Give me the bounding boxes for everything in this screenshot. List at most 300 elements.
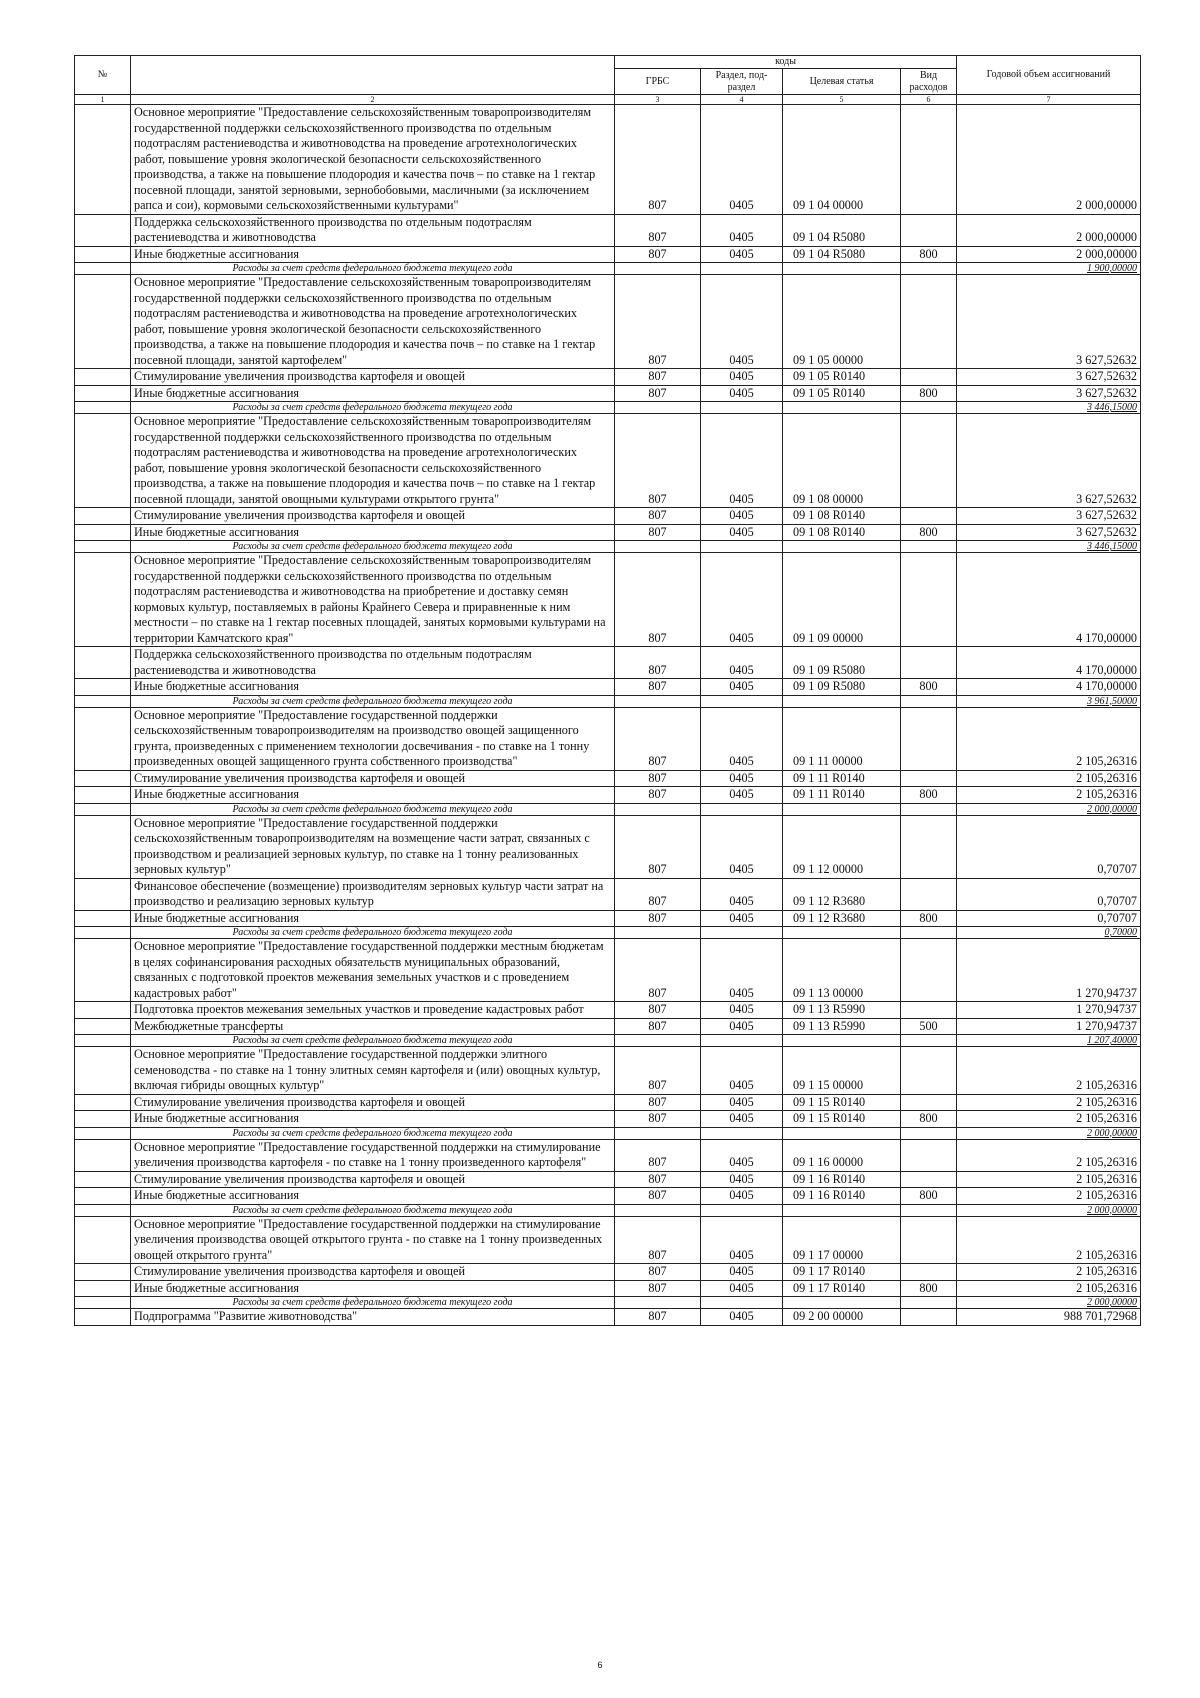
cell-grbs: 807 xyxy=(615,647,701,679)
cell-razdel xyxy=(701,1127,783,1139)
cell-razdel: 0405 xyxy=(701,414,783,508)
cell-vid xyxy=(901,414,957,508)
budget-table xyxy=(74,55,1141,1326)
cell-name: Основное мероприятие "Предоставление государственной поддержки сельскохозяйственным товаропроизводителям на производство овощей защищенного грунта, произведенных с применением технологии досвечивания - по ставке на 1 тонну произведенных овощей защищенного грунта собственного производства" xyxy=(131,707,615,770)
cell-name: Межбюджетные трансферты xyxy=(131,1018,615,1035)
cell-name: Стимулирование увеличения производства картофеля и овощей xyxy=(131,369,615,386)
cell-razdel: 0405 xyxy=(701,275,783,369)
cell-grbs xyxy=(615,1035,701,1047)
cell-grbs xyxy=(615,263,701,275)
cell-sum: 3 627,52632 xyxy=(957,524,1141,541)
cell-grbs xyxy=(615,1127,701,1139)
cell-razdel xyxy=(701,1204,783,1216)
cell-name: Стимулирование увеличения производства картофеля и овощей xyxy=(131,770,615,787)
cell-celevaya xyxy=(783,695,901,707)
main-activity-row xyxy=(75,939,1141,1002)
cell-grbs xyxy=(615,927,701,939)
cell-celevaya: 09 1 12 00000 xyxy=(783,815,901,878)
federal-funding-row xyxy=(75,695,1141,707)
cell-sum: 2 105,26316 xyxy=(957,1264,1141,1281)
cell-celevaya: 09 1 05 00000 xyxy=(783,275,901,369)
cell-name: Иные бюджетные ассигнования xyxy=(131,524,615,541)
table-row xyxy=(75,246,1141,263)
cell-razdel: 0405 xyxy=(701,1002,783,1019)
federal-funding-row xyxy=(75,803,1141,815)
cell-celevaya: 09 1 11 00000 xyxy=(783,707,901,770)
cell-razdel: 0405 xyxy=(701,553,783,647)
cell-vid xyxy=(901,553,957,647)
table-row xyxy=(75,1309,1141,1326)
cell-grbs: 807 xyxy=(615,939,701,1002)
table-row xyxy=(75,878,1141,910)
cell-sum: 2 000,00000 xyxy=(957,246,1141,263)
cell-vid xyxy=(901,695,957,707)
cell-sum: 2 105,26316 xyxy=(957,1047,1141,1095)
cell-grbs: 807 xyxy=(615,1047,701,1095)
cell-name: Иные бюджетные ассигнования xyxy=(131,385,615,402)
cell-name: Иные бюджетные ассигнования xyxy=(131,1280,615,1297)
cell-grbs: 807 xyxy=(615,385,701,402)
cell-num xyxy=(75,1216,131,1264)
cell-razdel: 0405 xyxy=(701,1280,783,1297)
cell-num xyxy=(75,402,131,414)
table-row xyxy=(75,787,1141,804)
cell-vid xyxy=(901,1171,957,1188)
cell-razdel: 0405 xyxy=(701,508,783,525)
cell-num xyxy=(75,275,131,369)
cell-num xyxy=(75,878,131,910)
cell-name: Расходы за счет средств федерального бюджета текущего года xyxy=(131,1035,615,1047)
cell-vid xyxy=(901,939,957,1002)
cell-sum: 3 446,15000 xyxy=(957,402,1141,414)
cell-celevaya: 09 1 05 R0140 xyxy=(783,385,901,402)
cell-num xyxy=(75,1264,131,1281)
page-number: 6 xyxy=(597,1660,603,1670)
cell-razdel xyxy=(701,541,783,553)
column-number: 4 xyxy=(701,95,783,105)
cell-sum: 3 627,52632 xyxy=(957,385,1141,402)
cell-sum: 1 270,94737 xyxy=(957,1018,1141,1035)
cell-celevaya: 09 1 09 00000 xyxy=(783,553,901,647)
cell-num xyxy=(75,815,131,878)
cell-sum: 2 105,26316 xyxy=(957,1171,1141,1188)
cell-celevaya: 09 1 16 R0140 xyxy=(783,1188,901,1205)
cell-celevaya: 09 2 00 00000 xyxy=(783,1309,901,1326)
header-razdel: Раздел, под- раздел xyxy=(701,69,783,95)
cell-num xyxy=(75,508,131,525)
cell-sum: 3 627,52632 xyxy=(957,508,1141,525)
table-row xyxy=(75,369,1141,386)
cell-sum: 988 701,72968 xyxy=(957,1309,1141,1326)
cell-celevaya xyxy=(783,927,901,939)
cell-sum: 3 446,15000 xyxy=(957,541,1141,553)
cell-grbs: 807 xyxy=(615,1139,701,1171)
cell-sum: 2 000,00000 xyxy=(957,1297,1141,1309)
table-row xyxy=(75,647,1141,679)
cell-vid: 800 xyxy=(901,246,957,263)
cell-sum: 0,70707 xyxy=(957,815,1141,878)
cell-vid xyxy=(901,1297,957,1309)
cell-celevaya: 09 1 11 R0140 xyxy=(783,770,901,787)
cell-num xyxy=(75,1047,131,1095)
cell-celevaya: 09 1 16 00000 xyxy=(783,1139,901,1171)
cell-sum: 2 000,00000 xyxy=(957,214,1141,246)
cell-razdel: 0405 xyxy=(701,524,783,541)
cell-name: Основное мероприятие "Предоставление государственной поддержки сельскохозяйственным товаропроизводителям на возмещение части затрат, связанных с производством и реализацией зерновых культур, по ставке на 1 тонну реализованных зерновых культур" xyxy=(131,815,615,878)
header-sum: Годовой объем ассигнований xyxy=(957,56,1141,95)
cell-razdel xyxy=(701,927,783,939)
cell-sum: 1 270,94737 xyxy=(957,939,1141,1002)
cell-num xyxy=(75,1188,131,1205)
cell-grbs: 807 xyxy=(615,1018,701,1035)
cell-vid xyxy=(901,1139,957,1171)
cell-name: Расходы за счет средств федерального бюджета текущего года xyxy=(131,541,615,553)
cell-sum: 2 105,26316 xyxy=(957,770,1141,787)
cell-celevaya: 09 1 12 R3680 xyxy=(783,910,901,927)
cell-vid xyxy=(901,1002,957,1019)
cell-sum: 4 170,00000 xyxy=(957,647,1141,679)
cell-razdel xyxy=(701,402,783,414)
cell-razdel: 0405 xyxy=(701,679,783,696)
cell-celevaya: 09 1 08 R0140 xyxy=(783,524,901,541)
cell-num xyxy=(75,414,131,508)
cell-grbs: 807 xyxy=(615,787,701,804)
cell-sum: 4 170,00000 xyxy=(957,553,1141,647)
main-activity-row xyxy=(75,105,1141,215)
federal-funding-row xyxy=(75,1035,1141,1047)
header-grbs: ГРБС xyxy=(615,69,701,95)
cell-grbs xyxy=(615,1204,701,1216)
cell-num xyxy=(75,1094,131,1111)
cell-razdel: 0405 xyxy=(701,1094,783,1111)
cell-name: Иные бюджетные ассигнования xyxy=(131,1111,615,1128)
cell-sum: 3 627,52632 xyxy=(957,414,1141,508)
cell-vid xyxy=(901,1094,957,1111)
cell-num xyxy=(75,1309,131,1326)
cell-vid xyxy=(901,1264,957,1281)
table-row xyxy=(75,1002,1141,1019)
cell-vid xyxy=(901,815,957,878)
cell-num xyxy=(75,1171,131,1188)
column-number: 5 xyxy=(783,95,901,105)
cell-num xyxy=(75,1002,131,1019)
cell-razdel: 0405 xyxy=(701,647,783,679)
cell-grbs xyxy=(615,541,701,553)
cell-num xyxy=(75,1204,131,1216)
cell-name: Расходы за счет средств федерального бюджета текущего года xyxy=(131,1127,615,1139)
cell-celevaya: 09 1 15 R0140 xyxy=(783,1094,901,1111)
cell-vid xyxy=(901,1127,957,1139)
cell-vid xyxy=(901,275,957,369)
cell-sum: 2 000,00000 xyxy=(957,1204,1141,1216)
main-activity-row xyxy=(75,414,1141,508)
cell-name: Расходы за счет средств федерального бюджета текущего года xyxy=(131,803,615,815)
federal-funding-row xyxy=(75,927,1141,939)
cell-vid xyxy=(901,105,957,215)
cell-name: Расходы за счет средств федерального бюджета текущего года xyxy=(131,1297,615,1309)
cell-vid xyxy=(901,214,957,246)
cell-num xyxy=(75,787,131,804)
cell-name: Иные бюджетные ассигнования xyxy=(131,1188,615,1205)
cell-num xyxy=(75,1127,131,1139)
cell-vid: 800 xyxy=(901,1280,957,1297)
cell-celevaya: 09 1 05 R0140 xyxy=(783,369,901,386)
cell-name: Расходы за счет средств федерального бюджета текущего года xyxy=(131,263,615,275)
federal-funding-row xyxy=(75,263,1141,275)
cell-grbs: 807 xyxy=(615,105,701,215)
cell-grbs: 807 xyxy=(615,679,701,696)
cell-vid: 800 xyxy=(901,385,957,402)
cell-grbs: 807 xyxy=(615,1188,701,1205)
cell-grbs: 807 xyxy=(615,1264,701,1281)
cell-celevaya: 09 1 16 R0140 xyxy=(783,1171,901,1188)
cell-sum: 2 105,26316 xyxy=(957,1280,1141,1297)
header-codes: коды xyxy=(615,56,957,69)
cell-name: Основное мероприятие "Предоставление сельскохозяйственным товаропроизводителям государственной поддержки сельскохозяйственного производства по отдельным подотраслям растениеводства и животноводства на приобретение и доставку семян кормовых культур, поставляемых в районы Крайнего Севера и приравненные к ним местности – по ставке на 1 гектар посевных площадей, занятых кормовыми культурами на территории Камчатского края" xyxy=(131,553,615,647)
table-row xyxy=(75,770,1141,787)
cell-sum: 2 105,26316 xyxy=(957,1216,1141,1264)
column-number: 3 xyxy=(615,95,701,105)
cell-vid xyxy=(901,1035,957,1047)
cell-num xyxy=(75,927,131,939)
cell-grbs: 807 xyxy=(615,770,701,787)
cell-num xyxy=(75,679,131,696)
cell-num xyxy=(75,1111,131,1128)
cell-num xyxy=(75,803,131,815)
cell-grbs xyxy=(615,402,701,414)
cell-celevaya xyxy=(783,1204,901,1216)
cell-name: Стимулирование увеличения производства картофеля и овощей xyxy=(131,1264,615,1281)
cell-name: Основное мероприятие "Предоставление государственной поддержки на стимулирование увеличения производства овощей открытого грунта - по ставке на 1 тонну произведенных овощей открытого грунта" xyxy=(131,1216,615,1264)
cell-vid xyxy=(901,647,957,679)
cell-num xyxy=(75,1035,131,1047)
header-celevaya: Целевая статья xyxy=(783,69,901,95)
cell-razdel xyxy=(701,263,783,275)
cell-celevaya: 09 1 04 00000 xyxy=(783,105,901,215)
cell-name: Стимулирование увеличения производства картофеля и овощей xyxy=(131,1094,615,1111)
cell-num xyxy=(75,1018,131,1035)
cell-num xyxy=(75,1297,131,1309)
cell-razdel: 0405 xyxy=(701,1139,783,1171)
cell-name: Стимулирование увеличения производства картофеля и овощей xyxy=(131,1171,615,1188)
cell-razdel: 0405 xyxy=(701,707,783,770)
cell-razdel: 0405 xyxy=(701,815,783,878)
cell-grbs: 807 xyxy=(615,246,701,263)
cell-sum: 3 627,52632 xyxy=(957,369,1141,386)
cell-celevaya: 09 1 13 00000 xyxy=(783,939,901,1002)
cell-grbs: 807 xyxy=(615,1216,701,1264)
cell-sum: 0,70000 xyxy=(957,927,1141,939)
table-row xyxy=(75,1280,1141,1297)
cell-name: Основное мероприятие "Предоставление государственной поддержки элитного семеноводства - по ставке на 1 тонну элитных семян картофеля и (или) овощных культур, включая гибриды овощных культур" xyxy=(131,1047,615,1095)
cell-vid: 800 xyxy=(901,910,957,927)
cell-name: Иные бюджетные ассигнования xyxy=(131,246,615,263)
cell-razdel: 0405 xyxy=(701,787,783,804)
cell-sum: 2 000,00000 xyxy=(957,1127,1141,1139)
cell-grbs: 807 xyxy=(615,275,701,369)
federal-funding-row xyxy=(75,1127,1141,1139)
column-number: 6 xyxy=(901,95,957,105)
cell-sum: 2 000,00000 xyxy=(957,105,1141,215)
table-row xyxy=(75,524,1141,541)
cell-name: Расходы за счет средств федерального бюджета текущего года xyxy=(131,695,615,707)
cell-razdel: 0405 xyxy=(701,1216,783,1264)
cell-celevaya: 09 1 11 R0140 xyxy=(783,787,901,804)
cell-celevaya xyxy=(783,263,901,275)
cell-grbs: 807 xyxy=(615,369,701,386)
cell-vid xyxy=(901,927,957,939)
cell-grbs: 807 xyxy=(615,414,701,508)
cell-num xyxy=(75,1139,131,1171)
table-row xyxy=(75,214,1141,246)
cell-grbs xyxy=(615,1297,701,1309)
cell-vid xyxy=(901,1309,957,1326)
table-header xyxy=(75,56,1141,105)
table-row xyxy=(75,1188,1141,1205)
cell-name: Иные бюджетные ассигнования xyxy=(131,679,615,696)
cell-name: Основное мероприятие "Предоставление государственной поддержки местным бюджетам в целях софинансирования расходных обязательств муниципальных образований, связанных с подготовкой проектов межевания земельных участков и с проведением кадастровых работ" xyxy=(131,939,615,1002)
cell-num xyxy=(75,263,131,275)
cell-num xyxy=(75,246,131,263)
federal-funding-row xyxy=(75,541,1141,553)
cell-vid: 800 xyxy=(901,1188,957,1205)
cell-razdel xyxy=(701,1035,783,1047)
cell-grbs: 807 xyxy=(615,815,701,878)
cell-sum: 2 105,26316 xyxy=(957,1139,1141,1171)
main-activity-row xyxy=(75,275,1141,369)
cell-razdel: 0405 xyxy=(701,214,783,246)
cell-celevaya: 09 1 09 R5080 xyxy=(783,647,901,679)
cell-razdel: 0405 xyxy=(701,385,783,402)
cell-sum: 1 207,40000 xyxy=(957,1035,1141,1047)
cell-razdel: 0405 xyxy=(701,246,783,263)
cell-razdel: 0405 xyxy=(701,910,783,927)
cell-name: Расходы за счет средств федерального бюджета текущего года xyxy=(131,1204,615,1216)
cell-name: Поддержка сельскохозяйственного производства по отдельным подотраслям растениеводства и животноводства xyxy=(131,214,615,246)
cell-sum: 2 105,26316 xyxy=(957,1188,1141,1205)
cell-razdel xyxy=(701,1297,783,1309)
cell-grbs xyxy=(615,803,701,815)
cell-celevaya xyxy=(783,803,901,815)
main-activity-row xyxy=(75,1216,1141,1264)
cell-grbs xyxy=(615,695,701,707)
cell-num xyxy=(75,524,131,541)
cell-grbs: 807 xyxy=(615,1002,701,1019)
main-activity-row xyxy=(75,1139,1141,1171)
cell-sum: 2 105,26316 xyxy=(957,1094,1141,1111)
cell-num xyxy=(75,553,131,647)
cell-grbs: 807 xyxy=(615,910,701,927)
cell-name: Финансовое обеспечение (возмещение) производителям зерновых культур части затрат на производство и реализацию зерновых культур xyxy=(131,878,615,910)
column-number-row xyxy=(75,95,1141,105)
cell-razdel: 0405 xyxy=(701,1188,783,1205)
cell-vid xyxy=(901,707,957,770)
cell-name: Расходы за счет средств федерального бюджета текущего года xyxy=(131,402,615,414)
cell-razdel xyxy=(701,695,783,707)
cell-razdel: 0405 xyxy=(701,1111,783,1128)
cell-name: Подготовка проектов межевания земельных участков и проведение кадастровых работ xyxy=(131,1002,615,1019)
cell-grbs: 807 xyxy=(615,508,701,525)
cell-num xyxy=(75,105,131,215)
table-row xyxy=(75,1094,1141,1111)
cell-vid xyxy=(901,541,957,553)
table-row xyxy=(75,385,1141,402)
cell-celevaya: 09 1 04 R5080 xyxy=(783,214,901,246)
federal-funding-row xyxy=(75,402,1141,414)
cell-num xyxy=(75,214,131,246)
cell-grbs: 807 xyxy=(615,1309,701,1326)
table-row xyxy=(75,679,1141,696)
cell-grbs: 807 xyxy=(615,524,701,541)
cell-sum: 2 000,00000 xyxy=(957,803,1141,815)
cell-grbs: 807 xyxy=(615,214,701,246)
main-activity-row xyxy=(75,707,1141,770)
cell-num xyxy=(75,385,131,402)
cell-num xyxy=(75,695,131,707)
federal-funding-row xyxy=(75,1297,1141,1309)
cell-num xyxy=(75,707,131,770)
cell-vid xyxy=(901,402,957,414)
cell-num xyxy=(75,939,131,1002)
header-num: № xyxy=(75,56,131,95)
cell-razdel: 0405 xyxy=(701,1309,783,1326)
cell-num xyxy=(75,647,131,679)
cell-razdel: 0405 xyxy=(701,1264,783,1281)
cell-sum: 2 105,26316 xyxy=(957,707,1141,770)
cell-name: Основное мероприятие "Предоставление сельскохозяйственным товаропроизводителям государственной поддержки сельскохозяйственного производства по отдельным подотраслям растениеводства и животноводства на проведение агротехнологических работ, повышение уровня экологической безопасности сельскохозяйственного производства, а также на повышение плодородия и качества почв – по ставке на 1 гектар посевной площади, занятой зерновыми, зернобобовыми, масличными (за исключением рапса и сои), кормовыми сельскохозяйственными культурами" xyxy=(131,105,615,215)
cell-razdel: 0405 xyxy=(701,939,783,1002)
cell-grbs: 807 xyxy=(615,553,701,647)
cell-razdel: 0405 xyxy=(701,1047,783,1095)
cell-celevaya: 09 1 08 R0140 xyxy=(783,508,901,525)
cell-celevaya: 09 1 08 00000 xyxy=(783,414,901,508)
cell-razdel: 0405 xyxy=(701,1171,783,1188)
cell-celevaya: 09 1 13 R5990 xyxy=(783,1002,901,1019)
cell-num xyxy=(75,770,131,787)
cell-sum: 4 170,00000 xyxy=(957,679,1141,696)
cell-vid: 800 xyxy=(901,524,957,541)
cell-grbs: 807 xyxy=(615,878,701,910)
cell-vid: 800 xyxy=(901,679,957,696)
cell-vid xyxy=(901,1047,957,1095)
main-activity-row xyxy=(75,1047,1141,1095)
cell-celevaya xyxy=(783,1127,901,1139)
cell-sum: 1 900,00000 xyxy=(957,263,1141,275)
cell-name: Расходы за счет средств федерального бюджета текущего года xyxy=(131,927,615,939)
cell-celevaya xyxy=(783,541,901,553)
cell-celevaya: 09 1 17 R0140 xyxy=(783,1280,901,1297)
header-vid: Вид расходов xyxy=(901,69,957,95)
cell-celevaya: 09 1 12 R3680 xyxy=(783,878,901,910)
table-row xyxy=(75,910,1141,927)
cell-name: Подпрограмма "Развитие животноводства" xyxy=(131,1309,615,1326)
table-row xyxy=(75,1018,1141,1035)
cell-razdel: 0405 xyxy=(701,105,783,215)
cell-celevaya: 09 1 17 R0140 xyxy=(783,1264,901,1281)
cell-name: Основное мероприятие "Предоставление сельскохозяйственным товаропроизводителям государственной поддержки сельскохозяйственного производства по отдельным подотраслям растениеводства и животноводства на проведение агротехнологических работ, повышение уровня экологической безопасности сельскохозяйственного производства, а также на повышение плодородия и качества почв – по ставке на 1 гектар посевной площади, занятой овощными культурами открытого грунта" xyxy=(131,414,615,508)
cell-vid: 800 xyxy=(901,1111,957,1128)
cell-vid xyxy=(901,1204,957,1216)
cell-name: Иные бюджетные ассигнования xyxy=(131,787,615,804)
column-number: 1 xyxy=(75,95,131,105)
cell-vid: 800 xyxy=(901,787,957,804)
budget-table-sheet xyxy=(74,55,1140,1326)
cell-grbs: 807 xyxy=(615,707,701,770)
cell-celevaya: 09 1 15 00000 xyxy=(783,1047,901,1095)
cell-razdel: 0405 xyxy=(701,1018,783,1035)
cell-grbs: 807 xyxy=(615,1171,701,1188)
cell-sum: 2 105,26316 xyxy=(957,787,1141,804)
